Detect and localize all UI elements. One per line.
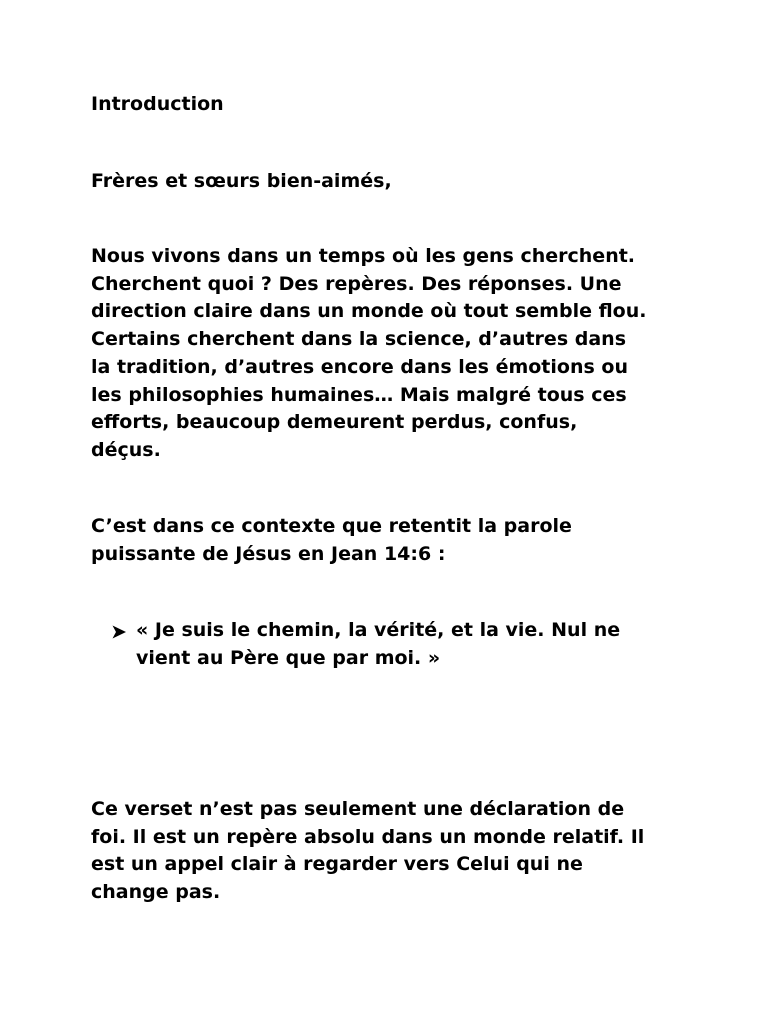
paragraph-line: puissante de Jésus en Jean 14:6 :	[91, 542, 446, 565]
paragraph-line: efforts, beaucoup demeurent perdus, confus,	[91, 411, 578, 434]
arrowhead-bullet-icon	[111, 624, 127, 640]
paragraph-line: direction claire dans un monde où tout semble flou.	[91, 300, 647, 323]
paragraph-line: est un appel clair à regarder vers Celui qui ne	[91, 853, 583, 876]
paragraph-line: Nous vivons dans un temps où les gens cherchent.	[91, 245, 636, 267]
paragraph-line: Cherchent quoi ? Des repères. Des réponses. Une	[91, 272, 622, 295]
greeting-text: Frères et sœurs bien-aimés,	[91, 170, 392, 192]
quote-line: « Je suis le chemin, la vérité, et la vie. Nul ne	[136, 619, 621, 641]
paragraph-line: déçus.	[91, 438, 161, 461]
paragraph-line: Certains cherchent dans la science, d’autres dans	[91, 328, 626, 351]
quote-line: vient au Père que par moi. »	[136, 646, 441, 669]
greeting-line	[91, 168, 691, 196]
paragraph-line: les philosophies humaines… Mais malgré tous ces	[91, 383, 627, 406]
paragraph-line: la tradition, d’autres encore dans les émotions ou	[91, 355, 628, 378]
scripture-quote	[136, 617, 716, 672]
paragraph-line: C’est dans ce contexte que retentit la parole	[91, 515, 572, 537]
paragraph-line: Ce verset n’est pas seulement une déclaration de	[91, 798, 625, 820]
paragraph-context	[91, 243, 691, 465]
paragraph-line: change pas.	[91, 881, 221, 904]
paragraph-conclusion	[91, 796, 691, 907]
paragraph-scripture-intro	[91, 513, 691, 568]
document-heading	[91, 91, 691, 119]
paragraph-line: foi. Il est un repère absolu dans un monde relatif. Il	[91, 825, 645, 848]
heading-text: Introduction	[91, 93, 224, 115]
